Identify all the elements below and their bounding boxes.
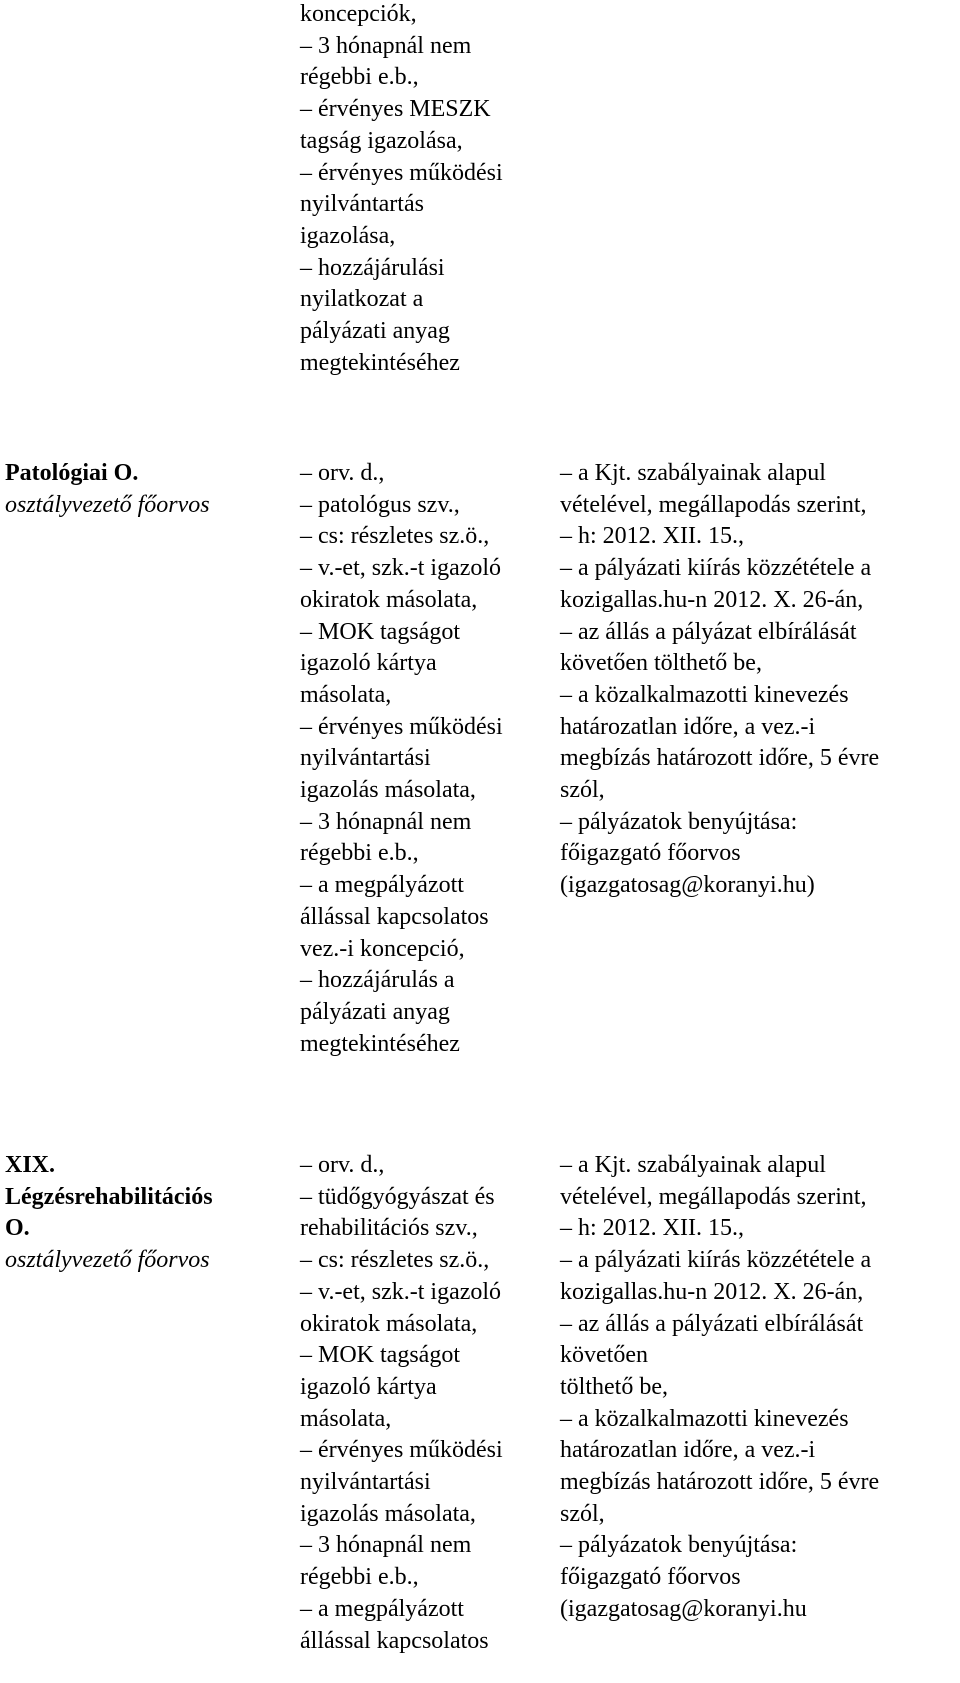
condition-line: – a pályázati kiírás közzététele a <box>560 555 872 582</box>
requirement-line: – MOK tagságot <box>300 618 460 645</box>
requirement-line: okiratok másolata, <box>300 586 478 613</box>
row-2-requirements <box>300 1150 555 1657</box>
department-name: Légzésrehabilitációs <box>5 1183 213 1210</box>
requirement-line: – hozzájárulási <box>300 254 445 281</box>
requirement-line: – 3 hónapnál nem <box>300 32 472 59</box>
requirement-line: – orv. d., <box>300 1152 385 1178</box>
requirement-line: koncepciók, <box>300 1 417 27</box>
condition-line: vételével, megállapodás szerint, <box>560 491 867 518</box>
requirement-line: igazolás másolata, <box>300 777 476 804</box>
requirement-line: pályázati anyag <box>300 998 450 1025</box>
requirement-line: igazoló kártya <box>300 650 437 677</box>
row-1-department-cell <box>5 458 265 521</box>
condition-line: tölthető be, <box>560 1373 668 1400</box>
requirement-line: állással kapcsolatos <box>300 903 489 930</box>
condition-line: határozatlan időre, a vez.-i <box>560 713 816 740</box>
row-2-conditions <box>560 1150 960 1626</box>
requirement-line: – MOK tagságot <box>300 1342 460 1369</box>
requirement-line: nyilatkozat a <box>300 286 424 313</box>
requirement-line: – v.-et, szk.-t igazoló <box>300 1278 502 1305</box>
requirement-line: – 3 hónapnál nem <box>300 808 472 835</box>
condition-line: – pályázatok benyújtása: <box>560 808 798 835</box>
requirement-line: – érvényes működési <box>300 1437 503 1464</box>
condition-line: követően <box>560 1342 648 1369</box>
requirement-line: igazoló kártya <box>300 1373 437 1400</box>
row-2-department-cell <box>5 1150 265 1277</box>
requirement-line: állással kapcsolatos <box>300 1627 489 1654</box>
condition-line: megbízás határozott időre, 5 évre <box>560 1469 880 1496</box>
condition-line: – h: 2012. XII. 15., <box>560 523 744 550</box>
position-title: osztályvezető főorvos <box>5 491 210 518</box>
condition-line: főigazgató főorvos <box>560 1564 741 1591</box>
condition-line: – a Kjt. szabályainak alapul <box>560 1152 826 1178</box>
condition-line: vételével, megállapodás szerint, <box>560 1183 867 1210</box>
requirement-line: másolata, <box>300 1405 392 1432</box>
requirement-line: megtekintéséhez <box>300 349 460 376</box>
requirement-line: – érvényes működési <box>300 159 503 186</box>
requirement-line: nyilvántartási <box>300 1469 431 1496</box>
requirement-line: igazolás másolata, <box>300 1500 476 1527</box>
requirement-line: régebbi e.b., <box>300 1564 419 1591</box>
requirement-line: – 3 hónapnál nem <box>300 1532 472 1559</box>
row-1-requirements <box>300 458 555 1060</box>
requirement-line: – tüdőgyógyászat és <box>300 1183 495 1210</box>
requirement-line: igazolása, <box>300 222 396 249</box>
condition-line: – h: 2012. XII. 15., <box>560 1215 744 1242</box>
requirement-line: – a megpályázott <box>300 1595 464 1622</box>
condition-line: – az állás a pályázati elbírálását <box>560 1310 864 1337</box>
continuation-requirements <box>300 0 555 379</box>
condition-line: kozigallas.hu-n 2012. X. 26-án, <box>560 586 864 613</box>
requirement-line: másolata, <box>300 681 392 708</box>
condition-line: főigazgató főorvos <box>560 840 741 867</box>
requirement-line: vez.-i koncepció, <box>300 935 465 962</box>
requirement-line: – érvényes működési <box>300 713 503 740</box>
department-name: Patológiai O. <box>5 460 139 486</box>
position-title: osztályvezető főorvos <box>5 1247 210 1274</box>
requirement-line: nyilvántartási <box>300 745 431 772</box>
condition-line: (igazgatosag@koranyi.hu <box>560 1595 807 1622</box>
requirement-line: – v.-et, szk.-t igazoló <box>300 555 502 582</box>
requirement-line: – cs: részletes sz.ö., <box>300 523 490 550</box>
requirement-line: rehabilitációs szv., <box>300 1215 478 1242</box>
requirement-line: – hozzájárulás a <box>300 967 455 994</box>
requirement-line: nyilvántartás <box>300 191 424 218</box>
requirement-line: – a megpályázott <box>300 872 464 899</box>
requirement-line: – orv. d., <box>300 460 385 486</box>
requirement-line: tagság igazolása, <box>300 127 463 154</box>
condition-line: határozatlan időre, a vez.-i <box>560 1437 816 1464</box>
department-name: O. <box>5 1215 30 1242</box>
row-1-conditions <box>560 458 960 902</box>
condition-line: – a Kjt. szabályainak alapul <box>560 460 826 486</box>
requirement-line: régebbi e.b., <box>300 840 419 867</box>
requirement-line: – patológus szv., <box>300 491 460 518</box>
requirement-line: – érvényes MESZK <box>300 96 491 123</box>
requirement-line: – cs: részletes sz.ö., <box>300 1247 490 1274</box>
condition-line: – a közalkalmazotti kinevezés <box>560 1405 849 1432</box>
condition-line: követően tölthető be, <box>560 650 762 677</box>
condition-line: megbízás határozott időre, 5 évre <box>560 745 880 772</box>
condition-line: szól, <box>560 777 605 804</box>
condition-line: – pályázatok benyújtása: <box>560 1532 798 1559</box>
requirement-line: okiratok másolata, <box>300 1310 478 1337</box>
department-name: XIX. <box>5 1152 56 1178</box>
condition-line: – a közalkalmazotti kinevezés <box>560 681 849 708</box>
requirement-line: megtekintéséhez <box>300 1030 460 1057</box>
condition-line: – az állás a pályázat elbírálását <box>560 618 857 645</box>
condition-line: szól, <box>560 1500 605 1527</box>
condition-line: (igazgatosag@koranyi.hu) <box>560 872 815 899</box>
condition-line: kozigallas.hu-n 2012. X. 26-án, <box>560 1278 864 1305</box>
requirement-line: pályázati anyag <box>300 318 450 345</box>
requirement-line: régebbi e.b., <box>300 64 419 91</box>
condition-line: – a pályázati kiírás közzététele a <box>560 1247 872 1274</box>
